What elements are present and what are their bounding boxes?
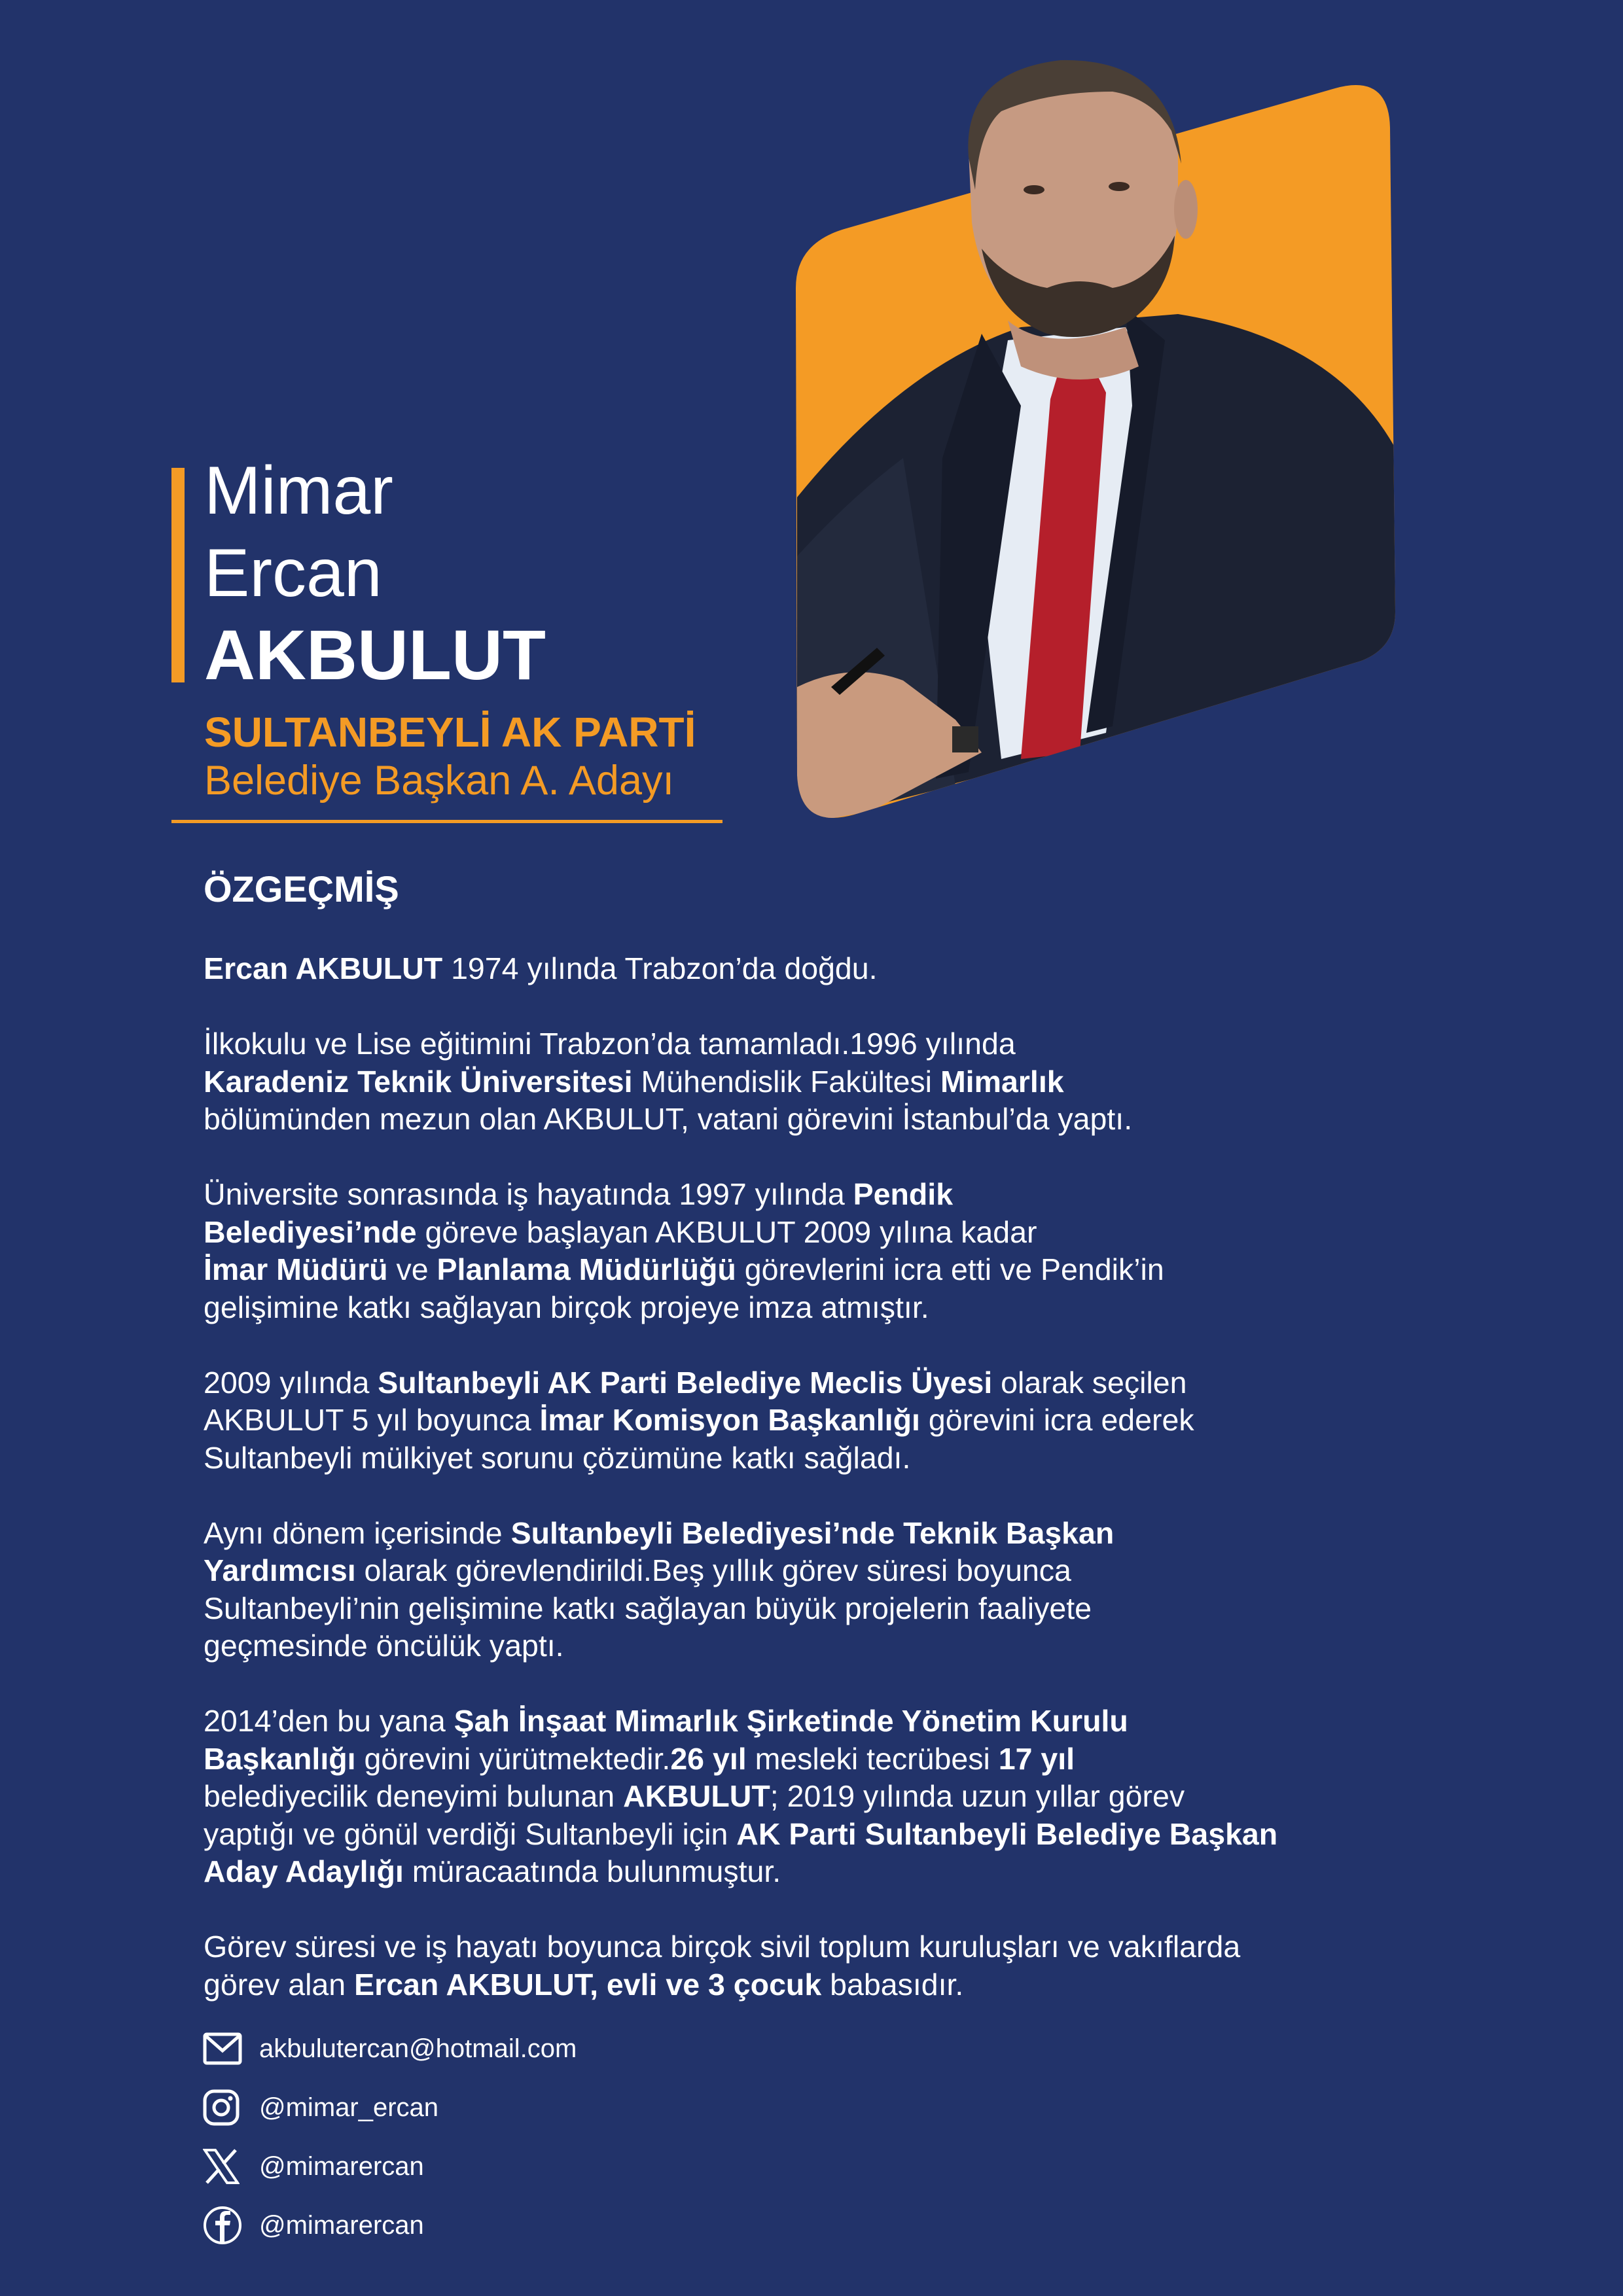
bio-emphasis: Sultanbeyli AK Parti Belediye Meclis Üyesi — [378, 1365, 993, 1400]
bio-emphasis: Belediyesi’nde — [204, 1214, 417, 1249]
bio-body — [204, 950, 1329, 2041]
bio-text: 2014’den bu yana — [204, 1704, 454, 1738]
bio-emphasis: AK Parti Sultanbeyli Belediye Başkan — [736, 1816, 1278, 1851]
x-handle[interactable]: @mimarercan — [259, 2152, 424, 2181]
bio-line — [204, 950, 1329, 988]
bio-line — [204, 1966, 1329, 2004]
bio-line — [204, 1063, 1329, 1101]
bio-text: bölümünden mezun olan AKBULUT, vatani görevini İstanbul’da yaptı. — [204, 1102, 1133, 1136]
bio-line — [204, 1251, 1329, 1289]
bio-line — [204, 1214, 1329, 1252]
bio-text: Aynı dönem içerisinde — [204, 1515, 511, 1550]
bio-line — [204, 1176, 1329, 1214]
bio-line — [204, 1627, 1329, 1665]
name-prefix: Mimar — [204, 453, 393, 529]
bio-line — [204, 1289, 1329, 1327]
bio-emphasis: Aday Adaylığı — [204, 1854, 404, 1888]
bio-text: görevlerini icra etti ve Pendik’in — [736, 1252, 1164, 1286]
bio-line — [204, 1816, 1329, 1854]
bio-text: Üniversite sonrasında iş hayatında 1997 yılında — [204, 1177, 853, 1211]
contact-list — [203, 2028, 577, 2264]
bio-text: Görev süresi ve iş hayatı boyunca birçok sivil toplum kuruluşları ve vakıflarda — [204, 1930, 1241, 1964]
bio-line — [204, 1703, 1329, 1740]
bio-paragraph — [204, 1364, 1329, 1477]
bio-line — [204, 1853, 1329, 1891]
bio-line — [204, 1364, 1329, 1402]
bio-paragraph — [204, 1928, 1329, 2004]
first-name: Ercan — [204, 535, 382, 611]
bio-line — [204, 1778, 1329, 1816]
bio-text: yaptığı ve gönül verdiği Sultanbeyli için — [204, 1816, 737, 1851]
contact-email[interactable] — [203, 2028, 577, 2069]
bio-text: Mühendislik Fakültesi — [632, 1064, 940, 1099]
bio-emphasis: İmar Komisyon Başkanlığı — [539, 1403, 920, 1437]
bio-emphasis: Karadeniz Teknik Üniversitesi — [204, 1064, 633, 1099]
bio-text: Sultanbeyli mülkiyet sorunu çözümüne katkı sağladı. — [204, 1440, 911, 1475]
bio-emphasis: Ercan AKBULUT, evli ve 3 çocuk — [354, 1967, 822, 2002]
accent-bar — [171, 468, 185, 682]
bio-paragraph — [204, 1515, 1329, 1665]
bio-line — [204, 1402, 1329, 1439]
bio-line — [204, 1439, 1329, 1477]
bio-paragraph — [204, 1703, 1329, 1891]
bio-text: görev alan — [204, 1967, 355, 2002]
bio-text: mesleki tecrübesi — [746, 1741, 999, 1776]
bio-text: müracaatında bulunmuştur. — [403, 1854, 781, 1888]
bio-emphasis: Mimarlık — [940, 1064, 1064, 1099]
bio-line — [204, 1552, 1329, 1590]
bio-emphasis: Pendik — [853, 1177, 954, 1211]
bio-text: İlkokulu ve Lise eğitimini Trabzon’da tamamladı.1996 yılında — [204, 1027, 1016, 1061]
email-address[interactable]: akbulutercan@hotmail.com — [259, 2034, 577, 2063]
bio-emphasis: 26 yıl — [670, 1741, 747, 1776]
bio-emphasis: Planlama Müdürlüğü — [437, 1252, 736, 1286]
bio-emphasis: İmar Müdürü — [204, 1252, 388, 1286]
contact-instagram[interactable] — [203, 2087, 577, 2128]
bio-text: olarak görevlendirildi.Beş yıllık görev süresi boyunca — [355, 1553, 1071, 1587]
mail-icon — [203, 2028, 245, 2069]
contact-x[interactable] — [203, 2146, 577, 2187]
bio-emphasis: Yardımcısı — [204, 1553, 356, 1587]
bio-line — [204, 1590, 1329, 1628]
bio-text: görevini yürütmektedir. — [355, 1741, 671, 1776]
bio-emphasis: 17 yıl — [998, 1741, 1075, 1776]
bio-text: 2009 yılında — [204, 1365, 378, 1400]
x-twitter-icon — [203, 2146, 245, 2187]
instagram-icon — [203, 2087, 245, 2128]
divider — [171, 820, 722, 823]
bio-title: ÖZGEÇMİŞ — [204, 868, 399, 910]
bio-text: belediyecilik deneyimi bulunan — [204, 1779, 624, 1813]
candidacy-label: Belediye Başkan A. Adayı — [204, 758, 674, 804]
bio-text: 1974 yılında Trabzon’da doğdu. — [442, 951, 878, 985]
bio-line — [204, 1928, 1329, 1966]
bio-emphasis: Sultanbeyli Belediyesi’nde Teknik Başkan — [510, 1515, 1115, 1550]
bio-text: görevini icra ederek — [919, 1403, 1194, 1437]
contact-facebook[interactable] — [203, 2205, 577, 2246]
bio-line — [204, 1515, 1329, 1553]
facebook-handle[interactable]: @mimarercan — [259, 2211, 424, 2240]
bio-text: göreve başlayan AKBULUT 2009 yılına kadar — [416, 1214, 1037, 1249]
bio-text: AKBULUT 5 yıl boyunca — [204, 1403, 540, 1437]
bio-line — [204, 1740, 1329, 1778]
bio-text: gelişimine katkı sağlayan birçok projeye imza atmıştır. — [204, 1290, 929, 1324]
facebook-icon — [203, 2205, 245, 2246]
bio-paragraph — [204, 1176, 1329, 1326]
party-label: SULTANBEYLİ AK PARTİ — [204, 709, 696, 756]
bio-paragraph — [204, 1025, 1329, 1139]
last-name: AKBULUT — [204, 615, 546, 694]
bio-line — [204, 1101, 1329, 1139]
bio-text: babasıdır. — [821, 1967, 964, 2002]
bio-emphasis: Şah İnşaat Mimarlık Şirketinde Yönetim Kurulu — [454, 1704, 1128, 1738]
bio-emphasis: Ercan AKBULUT — [204, 951, 443, 985]
bio-text: Sultanbeyli’nin gelişimine katkı sağlayan büyük projelerin faaliyete — [204, 1591, 1092, 1625]
bio-emphasis: AKBULUT — [623, 1779, 770, 1813]
bio-text: ; 2019 yılında uzun yıllar görev — [770, 1779, 1185, 1813]
bio-emphasis: Başkanlığı — [204, 1741, 356, 1776]
bio-line — [204, 1025, 1329, 1063]
instagram-handle[interactable]: @mimar_ercan — [259, 2093, 439, 2122]
bio-text: geçmesinde öncülük yaptı. — [204, 1629, 564, 1663]
bio-text: ve — [387, 1252, 437, 1286]
bio-text: olarak seçilen — [992, 1365, 1187, 1400]
bio-paragraph — [204, 950, 1329, 988]
